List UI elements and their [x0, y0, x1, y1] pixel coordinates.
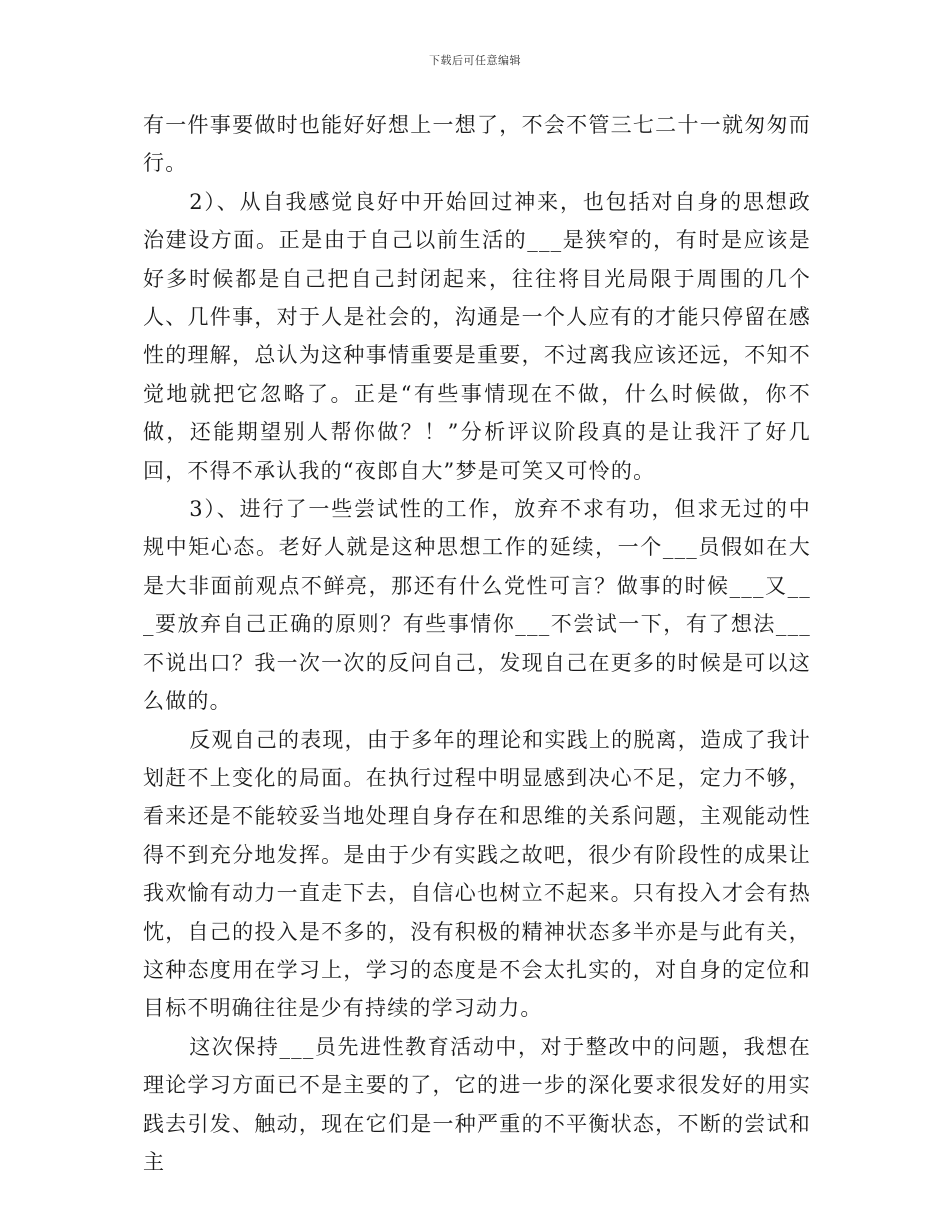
document-body — [143, 106, 811, 1181]
paragraph-3: 3）、进行了一些尝试性的工作，放弃不求有功，但求无过的中规中矩心态。老好人就是这种思想工作的延续，一个___员假如在大是大非面前观点不鲜亮，那还有什么党性可言？做事的时候___又___要放弃自己正确的原则？有些事情你___不尝试一下，有了想法___不说出口？我一次一次的反问自己，发现自己在更多的时候是可以这么做的。 — [143, 497, 811, 714]
paragraph-2: 2）、从自我感觉良好中开始回过神来，也包括对自身的思想政治建设方面。正是由于自己以前生活的___是狭窄的，有时是应该是好多时候都是自己把自己封闭起来，往往将目光局限于周围的几个人、几件事，对于人是社会的，沟通是一个人应有的才能只停留在感性的理解，总认为这种事情重要是重要，不过离我应该还远，不知不觉地就把它忽略了。正是“有些事情现在不做，什么时候做，你不做，还能期望别人帮你做？！”分析评议阶段真的是让我汗了好几回，不得不承认我的“夜郎自大”梦是可笑又可怜的。 — [143, 189, 811, 483]
page-header: 下载后可任意编辑 — [429, 54, 521, 67]
paragraph-4: 反观自己的表现，由于多年的理论和实践上的脱离，造成了我计划赶不上变化的局面。在执行过程中明显感到决心不足，定力不够，看来还是不能较妥当地处理自身存在和思维的关系问题，主观能动性得不到充分地发挥。是由于少有实践之故吧，很少有阶段性的成果让我欢愉有动力一直走下去，自信心也树立不起来。只有投入才会有热忱，自己的投入是不多的，没有积极的精神状态多半亦是与此有关，这种态度用在学习上，学习的态度是不会太扎实的，对自身的定位和目标不明确往往是少有持续的学习动力。 — [143, 727, 811, 1021]
paragraph-1: 有一件事要做时也能好好想上一想了，不会不管三七二十一就匆匆而行。 — [143, 113, 811, 176]
paragraph-5: 这次保持___员先进性教育活动中，对于整改中的问题，我想在理论学习方面已不是主要的了，它的进一步的深化要求很发好的用实践去引发、触动，现在它们是一种严重的不平衡状态，不断的尝试和主 — [143, 1034, 811, 1174]
